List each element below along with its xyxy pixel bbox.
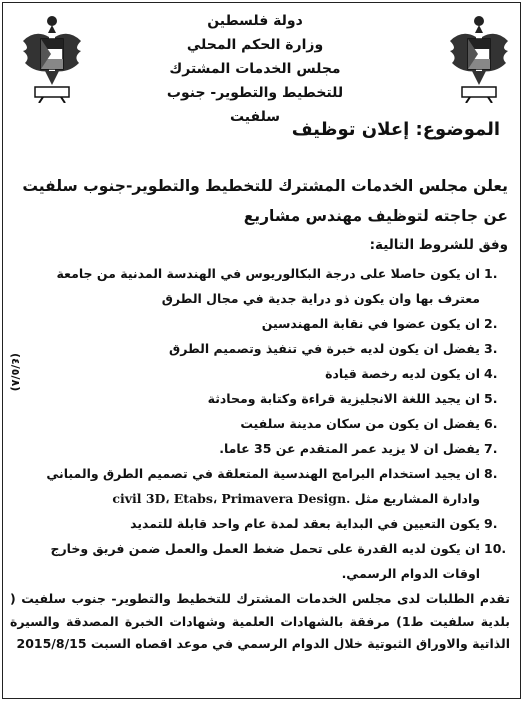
palestine-eagle-emblem-icon — [448, 11, 510, 103]
item-number: 3. — [484, 341, 498, 356]
list-item — [36, 511, 508, 536]
list-item — [36, 436, 508, 461]
item-number: 6. — [484, 416, 498, 431]
item-text: ان يكون لديه القدرة على تحمل ضغط العمل والعمل ضمن فريق وخارج اوقات الدوام الرسمي. — [50, 541, 480, 581]
letterhead — [140, 9, 370, 129]
list-item — [36, 261, 508, 311]
reference-code: (٤/٥/٨) — [9, 353, 22, 392]
conditions-title: وفق للشروط التالية: — [369, 237, 508, 253]
conditions-list — [36, 261, 508, 586]
item-number: 4. — [484, 366, 498, 381]
council-name: مجلس الخدمات المشترك — [169, 61, 341, 77]
list-item — [36, 411, 508, 436]
palestine-eagle-emblem-icon — [21, 11, 83, 103]
closing-paragraph: تقدم الطلبات لدى مجلس الخدمات المشترك للتخطيط والتطوير- جنوب سلفيت ( بلدية سلفيت ط1) مرفقة بالشهادات العلمية وشهادات الخبرة المصدقة والسيرة الذاتية والاوراق الثبوتية خلال الدوام الرسمي في موعد اقصاه السبت 2015/8/15 — [10, 591, 511, 651]
list-item — [36, 336, 508, 361]
council-subtitle: للتخطيط والتطوير- جنوب سلفيت — [166, 85, 344, 125]
item-number: 1. — [484, 266, 498, 281]
list-item — [36, 461, 508, 511]
item-text: يفضل ان يكون من سكان مدينة سلفيت — [240, 416, 480, 431]
item-text: يكون التعيين في البداية بعقد لمدة عام واحد قابلة للتمديد — [130, 516, 480, 531]
item-text: يفضل ان يكون لديه خبرة في تنفيذ وتصميم الطرق — [169, 341, 480, 356]
item-number: 7. — [484, 441, 498, 456]
job-announcement-page — [2, 2, 521, 699]
item-text: ان يجيد اللغة الانجليزية قراءة وكتابة ومحادثة — [207, 391, 480, 406]
item-text: ان يكون حاصلا على درجة البكالوريوس في الهندسة المدنية من جامعة معترف بها وان يكون ذو دراية جدية في مجال الطرق — [56, 266, 480, 306]
ministry-name: وزارة الحكم المحلي — [186, 37, 324, 53]
item-text: ان يكون عضوا في نقابة المهندسين — [261, 316, 480, 331]
list-item — [36, 311, 508, 336]
software-list: civil 3D، Etabs، Primavera Design. — [112, 491, 351, 506]
list-item — [36, 361, 508, 386]
item-text: ان يكون لديه رخصة قيادة — [325, 366, 480, 381]
item-text: ان يجيد استخدام البرامج الهندسية المتعلقة في تصميم الطرق والمباني وادارة المشاريع مثل — [46, 466, 480, 506]
item-text: يفضل ان لا يزيد عمر المتقدم عن 35 عاما. — [219, 441, 480, 456]
item-number: 5. — [484, 391, 498, 406]
item-number: 2. — [484, 316, 498, 331]
item-number: 10. — [484, 541, 507, 556]
subject-heading: الموضوع: إعلان توظيف — [291, 119, 500, 140]
country-name: دولة فلسطين — [207, 13, 303, 29]
intro-paragraph: يعلن مجلس الخدمات المشترك للتخطيط والتطوير-جنوب سلفيت عن جاجته لتوظيف مهندس مشاريع — [22, 177, 508, 225]
item-number: 9. — [484, 516, 498, 531]
item-number: 8. — [484, 466, 498, 481]
list-item — [36, 536, 508, 586]
list-item — [36, 386, 508, 411]
